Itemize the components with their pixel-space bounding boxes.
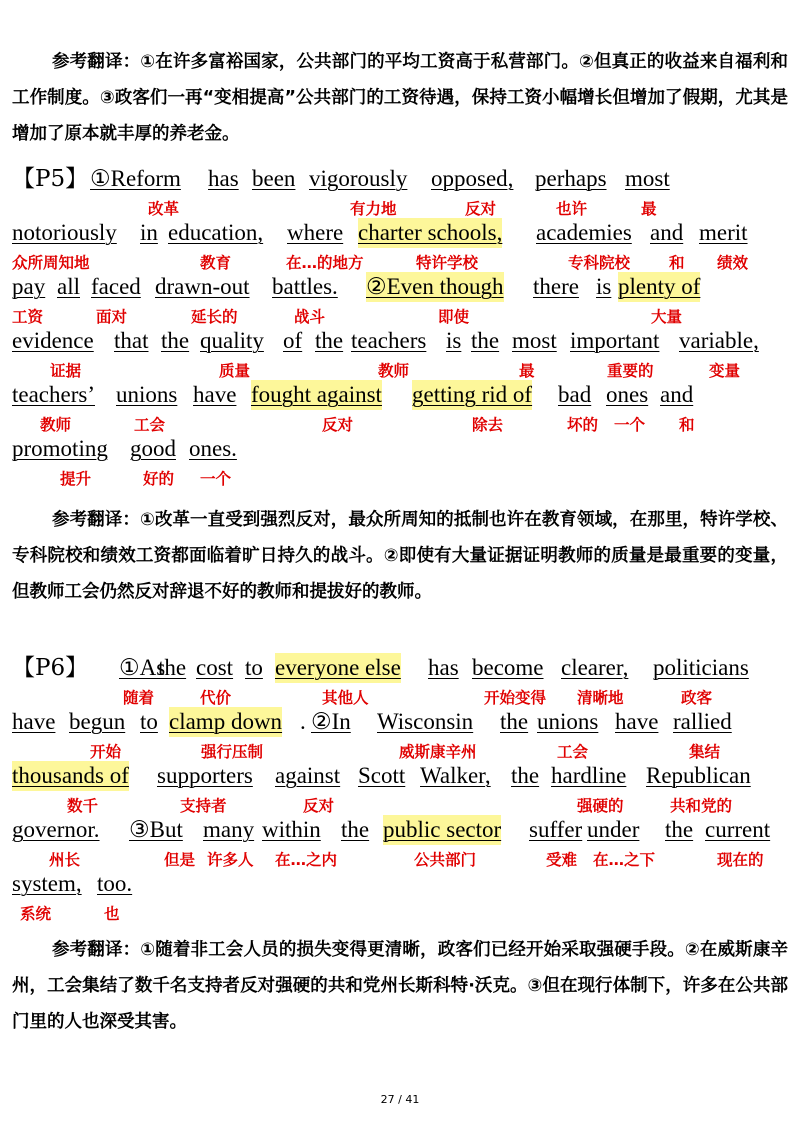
english-word: bad <box>558 382 592 407</box>
translation-p5: 参考翻译：①改革一直受到强烈反对，最众所周知的抵制也许在教育领域，在那里，特许学校、专科院校和绩效工资都面临着旷日持久的战斗。②即使有大量证据证明教师的质量是最重要的变量，但教师工会仍然反对辞退不好的教师和提拔好的教师。 <box>12 510 788 602</box>
chinese-gloss: 众所周知地 <box>12 254 90 272</box>
english-word: vigorously <box>309 166 408 191</box>
english-word: teachers <box>351 328 427 353</box>
chinese-gloss: 反对 <box>465 200 497 218</box>
p5-text-line <box>12 326 792 358</box>
english-word: ones. <box>189 436 237 461</box>
paragraph-tag: 【P6】 <box>12 655 89 681</box>
chinese-gloss: 延长的 <box>191 308 238 326</box>
english-word: current <box>705 817 771 842</box>
english-word: . <box>300 709 306 734</box>
chinese-gloss: 许多人 <box>207 851 254 869</box>
english-word: Wisconsin <box>377 709 474 734</box>
chinese-gloss: 提升 <box>60 470 92 488</box>
chinese-gloss: 在…之下 <box>593 851 656 869</box>
english-word: has <box>208 166 239 191</box>
chinese-gloss: 专科院校 <box>568 254 631 272</box>
chinese-gloss: 受难 <box>546 851 578 869</box>
english-word: ②In <box>311 709 351 734</box>
chinese-gloss: 特许学校 <box>416 254 479 272</box>
chinese-gloss: 坏的 <box>567 416 599 434</box>
english-word: against <box>275 763 341 788</box>
english-word: in <box>140 220 158 245</box>
english-word: cost <box>196 655 234 680</box>
english-word: ①Reform <box>90 166 181 191</box>
chinese-gloss: 教师 <box>40 416 72 434</box>
chinese-gloss: 面对 <box>96 308 128 326</box>
p6-text-line <box>12 869 792 901</box>
chinese-gloss: 战斗 <box>294 308 326 326</box>
english-word: is <box>596 274 612 299</box>
english-word: unions <box>537 709 599 734</box>
english-word: variable, <box>679 328 759 353</box>
english-word: the <box>471 328 500 353</box>
highlighted-phrase: clamp down <box>169 707 282 737</box>
english-word: the <box>315 328 344 353</box>
chinese-gloss: 最 <box>519 362 535 380</box>
english-word: clearer, <box>561 655 629 680</box>
chinese-gloss: 最 <box>641 200 657 218</box>
english-word: teachers’ <box>12 382 95 407</box>
english-word: the <box>511 763 540 788</box>
chinese-gloss: 除去 <box>472 416 504 434</box>
chinese-gloss: 其他人 <box>322 689 369 707</box>
english-word: many <box>203 817 255 842</box>
english-word: supporters <box>157 763 253 788</box>
english-word: good <box>130 436 176 461</box>
english-word: rallied <box>673 709 732 734</box>
english-word: become <box>472 655 544 680</box>
english-word: the <box>158 655 187 680</box>
p6-text-line <box>12 707 792 739</box>
chinese-gloss: 一个 <box>614 416 646 434</box>
highlighted-phrase: charter schools, <box>358 218 502 248</box>
p5-text-line <box>12 164 792 196</box>
english-word: drawn-out <box>155 274 250 299</box>
english-word: where <box>287 220 344 245</box>
english-word: has <box>428 655 459 680</box>
chinese-gloss: 一个 <box>200 470 232 488</box>
chinese-gloss: 在…的地方 <box>286 254 364 272</box>
english-word: hardline <box>551 763 627 788</box>
highlighted-phrase: everyone else <box>275 653 401 683</box>
p6-text-line <box>12 761 792 793</box>
translation-p6: 参考翻译：①随着非工会人员的损失变得更清晰，政客们已经开始采取强硬手段。②在威斯康辛州，工会集结了数千名支持者反对强硬的共和党州长斯科特·沃克。③但在现行体制下，许多在公共部门里的人也深受其害。 <box>12 940 788 1032</box>
english-word: important <box>570 328 660 353</box>
p5-text-line <box>12 380 792 412</box>
english-word: ③But <box>129 817 183 842</box>
english-word: pay <box>12 274 46 299</box>
english-word: evidence <box>12 328 94 353</box>
chinese-gloss: 教师 <box>378 362 410 380</box>
english-word: have <box>615 709 659 734</box>
english-word: most <box>512 328 557 353</box>
english-word: the <box>665 817 694 842</box>
paragraph-tag: 【P5】 <box>12 166 89 192</box>
highlighted-phrase: public sector <box>383 815 501 845</box>
chinese-gloss: 数千 <box>67 797 99 815</box>
english-word: under <box>587 817 640 842</box>
chinese-gloss: 大量 <box>651 308 683 326</box>
p6-text-line <box>12 653 792 685</box>
chinese-gloss: 反对 <box>322 416 354 434</box>
english-word: too. <box>97 871 133 896</box>
chinese-gloss: 绩效 <box>717 254 749 272</box>
english-word: suffer <box>529 817 583 842</box>
english-word: opposed, <box>431 166 514 191</box>
chinese-gloss: 州长 <box>49 851 81 869</box>
chinese-gloss: 证据 <box>50 362 82 380</box>
english-word: to <box>245 655 263 680</box>
english-word: governor. <box>12 817 100 842</box>
p5-text-line <box>12 272 792 304</box>
chinese-gloss: 系统 <box>20 905 52 923</box>
chinese-gloss: 和 <box>669 254 685 272</box>
chinese-gloss: 共和党的 <box>670 797 733 815</box>
translation-p4-continued: 参考翻译：①在许多富裕国家，公共部门的平均工资高于私营部门。②但真正的收益来自福利和工作制度。③政客们一再“变相提高”公共部门的工资待遇，保持工资小幅增长但增加了假期，尤其是增加了原本就丰厚的养老金。 <box>12 52 788 144</box>
chinese-gloss: 现在的 <box>717 851 764 869</box>
chinese-gloss: 工资 <box>12 308 44 326</box>
english-word: perhaps <box>535 166 607 191</box>
english-word: most <box>625 166 670 191</box>
english-word: the <box>500 709 529 734</box>
english-word: ①As <box>119 655 166 680</box>
chinese-gloss: 也许 <box>556 200 588 218</box>
chinese-gloss: 工会 <box>134 416 166 434</box>
chinese-gloss: 集结 <box>689 743 721 761</box>
highlighted-phrase: plenty of <box>618 272 700 302</box>
chinese-gloss: 支持者 <box>180 797 227 815</box>
chinese-gloss: 和 <box>679 416 695 434</box>
english-word: Scott <box>358 763 406 788</box>
chinese-gloss: 公共部门 <box>414 851 477 869</box>
p6-text-line <box>12 815 792 847</box>
english-word: to <box>140 709 158 734</box>
chinese-gloss: 开始 <box>90 743 122 761</box>
p5-text-line <box>12 218 792 250</box>
english-word: and <box>650 220 684 245</box>
english-word: the <box>341 817 370 842</box>
chinese-gloss: 威斯康辛州 <box>399 743 477 761</box>
p5-text-line <box>12 434 792 466</box>
page-number: 27 / 41 <box>380 1093 420 1106</box>
english-word: there <box>533 274 579 299</box>
english-word: have <box>193 382 237 407</box>
highlighted-phrase: ②Even though <box>366 272 504 302</box>
english-word: merit <box>699 220 748 245</box>
english-word: that <box>114 328 149 353</box>
chinese-gloss: 在…之内 <box>275 851 338 869</box>
chinese-gloss: 教育 <box>200 254 232 272</box>
chinese-gloss: 开始变得 <box>484 689 547 707</box>
english-word: quality <box>200 328 264 353</box>
english-word: is <box>446 328 462 353</box>
highlighted-phrase: getting rid of <box>412 380 532 410</box>
chinese-gloss: 工会 <box>557 743 589 761</box>
chinese-gloss: 反对 <box>303 797 335 815</box>
english-word: Republican <box>646 763 751 788</box>
chinese-gloss: 即使 <box>438 308 470 326</box>
chinese-gloss: 有力地 <box>350 200 397 218</box>
chinese-gloss: 质量 <box>219 362 251 380</box>
chinese-gloss: 随着 <box>123 689 155 707</box>
english-word: been <box>252 166 296 191</box>
english-word: system, <box>12 871 82 896</box>
chinese-gloss: 清晰地 <box>577 689 624 707</box>
english-word: faced <box>91 274 141 299</box>
english-word: have <box>12 709 56 734</box>
chinese-gloss: 也 <box>104 905 120 923</box>
highlighted-phrase: fought against <box>251 380 382 410</box>
chinese-gloss: 改革 <box>148 200 180 218</box>
english-word: Walker, <box>420 763 491 788</box>
chinese-gloss: 但是 <box>164 851 196 869</box>
chinese-gloss: 代价 <box>200 689 232 707</box>
chinese-gloss: 变量 <box>709 362 741 380</box>
chinese-gloss: 政客 <box>681 689 713 707</box>
english-word: ones <box>606 382 649 407</box>
english-word: unions <box>116 382 178 407</box>
english-word: and <box>660 382 694 407</box>
english-word: battles. <box>272 274 338 299</box>
english-word: promoting <box>12 436 108 461</box>
english-word: politicians <box>653 655 749 680</box>
chinese-gloss: 好的 <box>143 470 175 488</box>
english-word: the <box>161 328 190 353</box>
english-word: begun <box>69 709 126 734</box>
english-word: of <box>283 328 303 353</box>
english-word: all <box>57 274 80 299</box>
chinese-gloss: 重要的 <box>607 362 654 380</box>
english-word: education, <box>168 220 264 245</box>
highlighted-phrase: thousands of <box>12 761 129 791</box>
chinese-gloss: 强行压制 <box>201 743 264 761</box>
english-word: notoriously <box>12 220 117 245</box>
english-word: academies <box>536 220 632 245</box>
english-word: within <box>262 817 321 842</box>
chinese-gloss: 强硬的 <box>577 797 624 815</box>
